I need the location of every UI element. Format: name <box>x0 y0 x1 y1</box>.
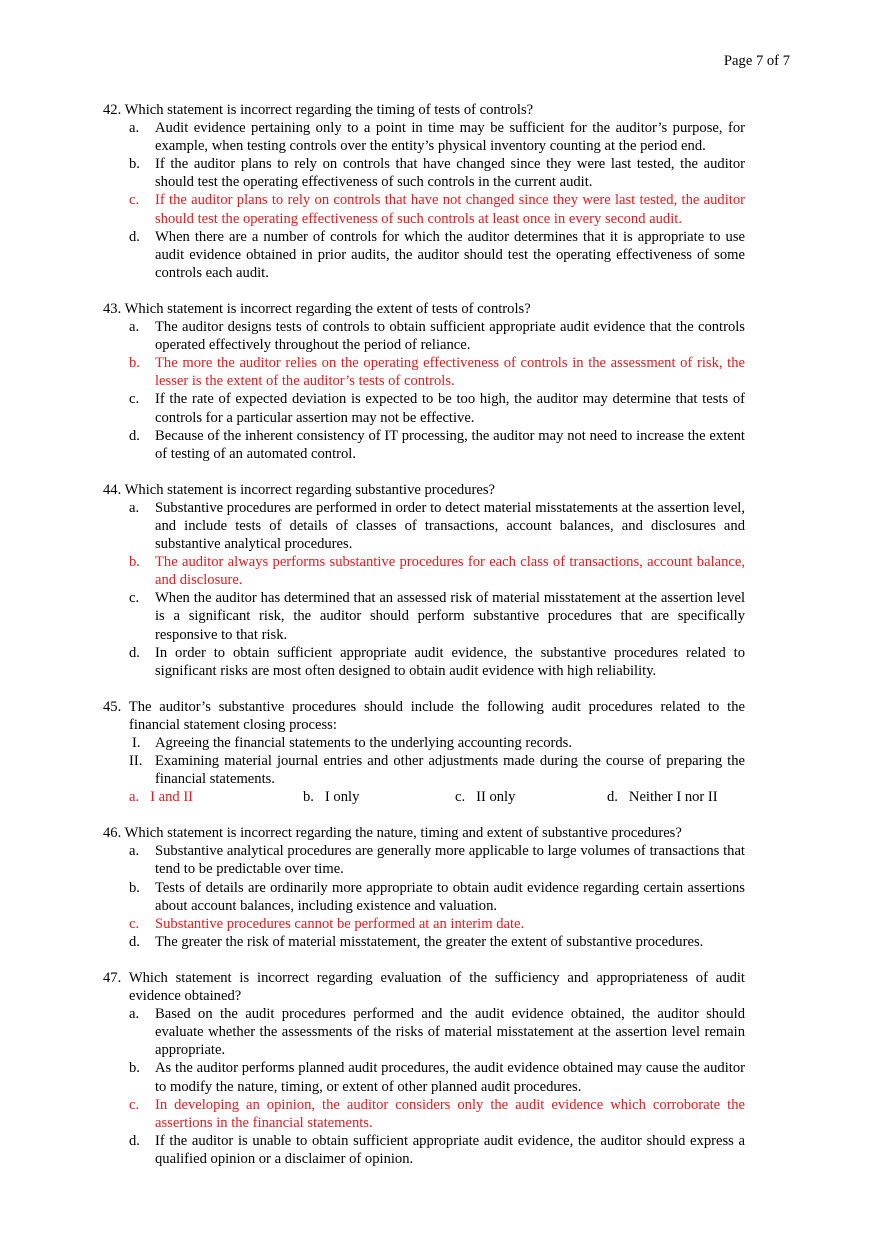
option-text: In order to obtain sufficient appropriate audit evidence, the substantive procedures related to significant risks are most often designed to obtain audit evidence with high reliability. <box>155 644 745 679</box>
option-text: The more the auditor relies on the operating effectiveness of controls in the assessment of risk, the lesser is the extent of the auditor’s tests of controls. <box>155 355 745 390</box>
option-c-correct-answer <box>103 191 745 227</box>
option-text: Based on the audit procedures performed and the audit evidence obtained, the auditor should evaluate whether the assessments of the risks of material misstatement at the assertion level remain appropriate. <box>155 1006 745 1059</box>
statement-text: Examining material journal entries and other adjustments made during the course of preparing the financial statements. <box>155 753 745 788</box>
question-stem: 45. The auditor’s substantive procedures should include the following audit procedures related to the financial statement closing process: <box>103 698 745 733</box>
option-text: If the auditor plans to rely on controls that have not changed since they were last tested, the auditor should test the operating effectiveness of such controls at least once in every second audit. <box>155 192 745 227</box>
option-label: c. <box>129 192 140 209</box>
option-b <box>103 1059 745 1095</box>
option-a <box>103 119 745 155</box>
question-stem: 43. Which statement is incorrect regarding the extent of tests of controls? <box>103 300 531 317</box>
option-label: d. <box>607 789 618 806</box>
option-label: d. <box>129 644 140 661</box>
option-c <box>103 589 745 643</box>
answer-options-row <box>103 788 745 806</box>
option-text: The greater the risk of material misstatement, the greater the extent of substantive procedures. <box>155 933 704 950</box>
statement-label: II. <box>129 753 143 770</box>
option-label: b. <box>129 554 140 571</box>
option-label: d. <box>129 228 140 245</box>
question-46 <box>103 824 745 951</box>
question-42 <box>103 101 745 282</box>
option-label: d. <box>129 1132 140 1149</box>
question-45 <box>103 698 745 806</box>
option-label: b. <box>129 879 140 896</box>
option-text: Substantive procedures cannot be performed at an interim date. <box>155 915 525 932</box>
question-stem: 42. Which statement is incorrect regarding the timing of tests of controls? <box>103 102 534 118</box>
option-text: When the auditor has determined that an assessed risk of material misstatement at the assertion level is a significant risk, the auditor should perform substantive procedures that are specifically responsive to that risk. <box>155 590 745 643</box>
question-list <box>103 101 745 1186</box>
option-b-correct-answer <box>103 553 745 589</box>
question-44 <box>103 481 745 680</box>
option-text: When there are a number of controls for which the auditor determines that it is appropriate to use audit evidence obtained in prior audits, the auditor should test the operating effectiveness of some controls each audit. <box>155 228 745 281</box>
question-stem: 47. Which statement is incorrect regarding evaluation of the sufficiency and appropriateness of audit evidence obtained? <box>103 969 745 1005</box>
option-label: a. <box>129 499 140 516</box>
option-text: If the rate of expected deviation is expected to be too high, the auditor may determine that tests of controls for a particular assertion may not be effective. <box>155 391 745 426</box>
statement-text: Agreeing the financial statements to the underlying accounting records. <box>155 735 572 751</box>
option-label: c. <box>455 789 466 806</box>
option-b <box>303 788 359 806</box>
option-label: a. <box>129 789 140 806</box>
option-text: I and II <box>150 789 194 806</box>
option-label: c. <box>129 915 140 932</box>
option-label: c. <box>129 590 140 607</box>
statement-label: I. <box>132 735 141 751</box>
question-stem: 46. Which statement is incorrect regarding the nature, timing and extent of substantive procedures? <box>103 825 682 842</box>
option-d <box>103 933 745 951</box>
option-text: Because of the inherent consistency of IT processing, the auditor may not need to increase the extent of testing of an automated control. <box>155 427 745 462</box>
statement-ii <box>103 752 745 788</box>
option-text: The auditor always performs substantive procedures for each class of transactions, account balance, and disclosure. <box>155 554 745 589</box>
option-c <box>455 788 515 806</box>
option-text: Audit evidence pertaining only to a point in time may be sufficient for the auditor’s purpose, for example, when testing controls over the entity’s physical inventory counting at the period end. <box>155 120 745 155</box>
question-47 <box>103 969 745 1168</box>
option-d <box>103 644 745 680</box>
option-a <box>103 1005 745 1059</box>
option-label: c. <box>129 1096 140 1113</box>
option-label: a. <box>129 843 140 860</box>
option-c-correct-answer <box>103 915 745 933</box>
option-c <box>103 390 745 426</box>
option-b <box>103 155 745 191</box>
option-text: Neither I nor II <box>628 789 718 806</box>
option-text: In developing an opinion, the auditor considers only the audit evidence which corroborate the assertions in the financial statements. <box>155 1096 745 1131</box>
option-text: The auditor designs tests of controls to obtain sufficient appropriate audit evidence that the controls operated effectively throughout the period of reliance. <box>155 319 745 354</box>
option-b <box>103 879 745 915</box>
option-d <box>607 788 718 806</box>
option-label: b. <box>129 355 140 372</box>
option-label: b. <box>129 156 140 173</box>
option-label: a. <box>129 120 140 137</box>
option-d <box>103 1132 745 1168</box>
option-label: b. <box>129 1060 140 1077</box>
option-text: If the auditor plans to rely on controls that have changed since they were last tested, the auditor should test the operating effectiveness of such controls in the current audit. <box>155 156 745 191</box>
option-text: II only <box>476 789 516 806</box>
option-c-correct-answer <box>103 1096 745 1132</box>
option-d <box>103 427 745 463</box>
option-label: d. <box>129 427 140 444</box>
option-text: Tests of details are ordinarily more appropriate to obtain audit evidence regarding certain assertions about account balances, including existence and valuation. <box>155 879 745 914</box>
option-a <box>103 842 745 878</box>
option-text: Substantive analytical procedures are generally more applicable to large volumes of transactions that tend to be predictable over time. <box>155 843 745 878</box>
option-label: a. <box>129 1006 140 1023</box>
option-label: a. <box>129 319 140 336</box>
statement-i <box>103 734 745 752</box>
page-number: Page 7 of 7 <box>723 53 790 69</box>
option-text: As the auditor performs planned audit procedures, the audit evidence obtained may cause the auditor to modify the nature, timing, or extent of other planned audit procedures. <box>155 1060 745 1095</box>
option-text: If the auditor is unable to obtain sufficient appropriate audit evidence, the auditor should express a qualified opinion or a disclaimer of opinion. <box>155 1132 745 1167</box>
option-label: d. <box>129 933 140 950</box>
option-text: I only <box>324 789 360 806</box>
option-d <box>103 228 745 282</box>
option-a <box>103 318 745 354</box>
option-text: Substantive procedures are performed in order to detect material misstatements at the assertion level, and include tests of details of classes of transactions, account balances, and disclosures and substantive analytical procedures. <box>155 499 745 553</box>
option-label: c. <box>129 391 140 408</box>
option-a-correct-answer <box>129 788 193 806</box>
question-43 <box>103 300 745 463</box>
question-stem: 44. Which statement is incorrect regarding substantive procedures? <box>103 481 496 498</box>
option-a <box>103 499 745 553</box>
option-b-correct-answer <box>103 354 745 390</box>
option-label: b. <box>303 789 314 806</box>
